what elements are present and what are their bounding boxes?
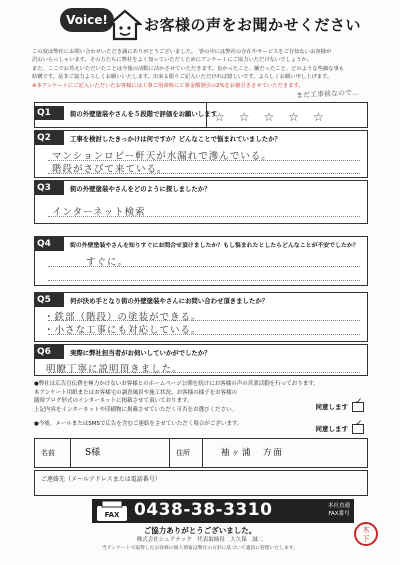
q2-label: Q2 bbox=[34, 131, 64, 145]
star-rating[interactable]: ☆☆☆☆☆ bbox=[214, 110, 338, 124]
q6-label: Q6 bbox=[34, 345, 64, 359]
q6-answer-line: 明瞭丁寧に説明頂きました。 bbox=[46, 364, 183, 375]
agree-publication-label: 同意します bbox=[315, 403, 348, 411]
q3-label: Q3 bbox=[34, 181, 64, 195]
q5-question: 何が決め手となり街の外壁塗装やさんにお問い合わせ頂きましたか？ bbox=[70, 297, 269, 305]
q2-question: 工事を検討したきっかけは何ですか？どんなことで悩まれていましたか？ bbox=[70, 135, 281, 143]
q2-answer-line: マンションロビー軒天が水漏れで滲んでいる。 bbox=[52, 151, 272, 162]
privacy-note: 当アンケートで取得したお客様の個人情報は弊社の方針に基づいて適切に管理いたします。 bbox=[101, 546, 298, 551]
notice-line: 本アンケート用紙またはお客様宅の調査風景や施工状況、お客様の様子をお客様の bbox=[34, 389, 238, 396]
q1-question: 街の外壁塗装やさんを５段階で評価をお願いします bbox=[70, 110, 217, 118]
fax-icon-label: FAX bbox=[104, 511, 120, 519]
intro-text bbox=[32, 48, 368, 90]
name-label: 名前 bbox=[41, 439, 71, 467]
notice-line: 随時ブログ形式のインターネットに掲載させて頂いております。 bbox=[34, 398, 193, 405]
name-seal-stamp bbox=[354, 522, 378, 546]
fax-tag-line: 本社直通 bbox=[327, 503, 350, 509]
address-label: 住所 bbox=[169, 439, 203, 467]
name-field[interactable]: S様 bbox=[85, 448, 101, 458]
fax-tag bbox=[328, 502, 350, 518]
check-mark-icon: ✓ bbox=[355, 419, 363, 429]
ruled-line bbox=[48, 280, 360, 281]
intro-line: 沢山いらっしゃいます。その方たちに弊社をよく知っていただくためにアンケートにご協力いただけないでしょうか。 bbox=[32, 57, 312, 64]
fax-bar bbox=[92, 499, 354, 523]
contact-label: ご連絡先（メールアドレスまたは電話番号） bbox=[41, 476, 161, 483]
address-field[interactable]: 袖ヶ浦 方面 bbox=[221, 448, 285, 458]
seal-line: 木 bbox=[362, 526, 370, 534]
company-name: 株式会社シェアテック 代表取締役 大久保 誠二 bbox=[136, 537, 264, 543]
discount-note: ※本アンケートにご記入いただいたお客様には工事ご用命時に工事金額割引の2%をお値引きさせていただきます。 bbox=[32, 82, 304, 89]
fax-tag-line: FAX番号 bbox=[328, 511, 350, 517]
q5-label: Q5 bbox=[34, 293, 64, 307]
intro-line: 結構です。是非ご協力よろしくお願いいたします。出来る限りご記入いただければ嬉しいです。よろしくお願い申し上げます。 bbox=[32, 74, 333, 81]
check-mark-icon: ✓ bbox=[355, 397, 363, 407]
handwritten-note: まだ工事前なので… bbox=[295, 88, 360, 100]
q5-answer-line: ・鉄部（階段）の塗装ができる。 bbox=[44, 312, 202, 323]
notice-line: ●弊社は広告宣伝費を極力かけないお客様とのホームページ公開を続けにお客様の声の営業活動を行っております。 bbox=[34, 381, 319, 387]
fax-number: 0438-38-3310 bbox=[134, 500, 273, 520]
seal-line: 下 bbox=[362, 535, 370, 543]
notice-line: 上記内容をインターネットや印刷物に掲載させていただく可否をお選びください。 bbox=[34, 406, 238, 413]
voice-badge: Voice! bbox=[60, 8, 114, 32]
thanks-message: ご協力ありがとうございました。 bbox=[143, 526, 257, 535]
house-icon bbox=[108, 8, 142, 42]
q2-answer-line: 階段がさびて来ている。 bbox=[52, 164, 168, 175]
header bbox=[60, 6, 380, 44]
intro-line: この度は弊社にお問い合わせいただき誠にありがとうございました。 皆の中には弊社の存在やサービスをご存知ないお客様が bbox=[32, 49, 332, 55]
fax-machine-icon bbox=[96, 500, 130, 522]
notice-line: ●今後、メールまたはSMSで広告を含むご連絡をさせていただく場合がございます。 bbox=[34, 421, 243, 428]
q3-answer-line: インターネット検索 bbox=[52, 207, 146, 218]
q6-question: 実際に弊社担当者がお伺いしていかがでしたか？ bbox=[70, 349, 211, 357]
contact-field[interactable] bbox=[34, 470, 368, 496]
q4-label: Q4 bbox=[34, 237, 64, 251]
q1-label: Q1 bbox=[34, 106, 64, 120]
customer-info-table bbox=[34, 438, 368, 468]
intro-line: また、ここでお答えいただいたことは今後の活動に活かさせていただきます。良かったこと、嫌だったこと、どのような些細な事も bbox=[32, 65, 345, 72]
q5-answer-line: ・小さな工事にも対応している。 bbox=[44, 325, 202, 336]
q4-answer-line: すぐに。 bbox=[86, 257, 129, 268]
publication-notice bbox=[34, 380, 334, 429]
q4-question: 街の外壁塗装やさんを知りすぐにお問合せ頂けましたか？もし悩まれたとしたらどんなことが不安でしたか？ bbox=[70, 243, 359, 249]
page-title: お客様の声をお聞かせください bbox=[144, 16, 362, 34]
agree-contact-label: 同意します bbox=[315, 425, 348, 433]
q3-question: 街の外壁塗装やさんをどのように探しましたか？ bbox=[70, 185, 211, 193]
